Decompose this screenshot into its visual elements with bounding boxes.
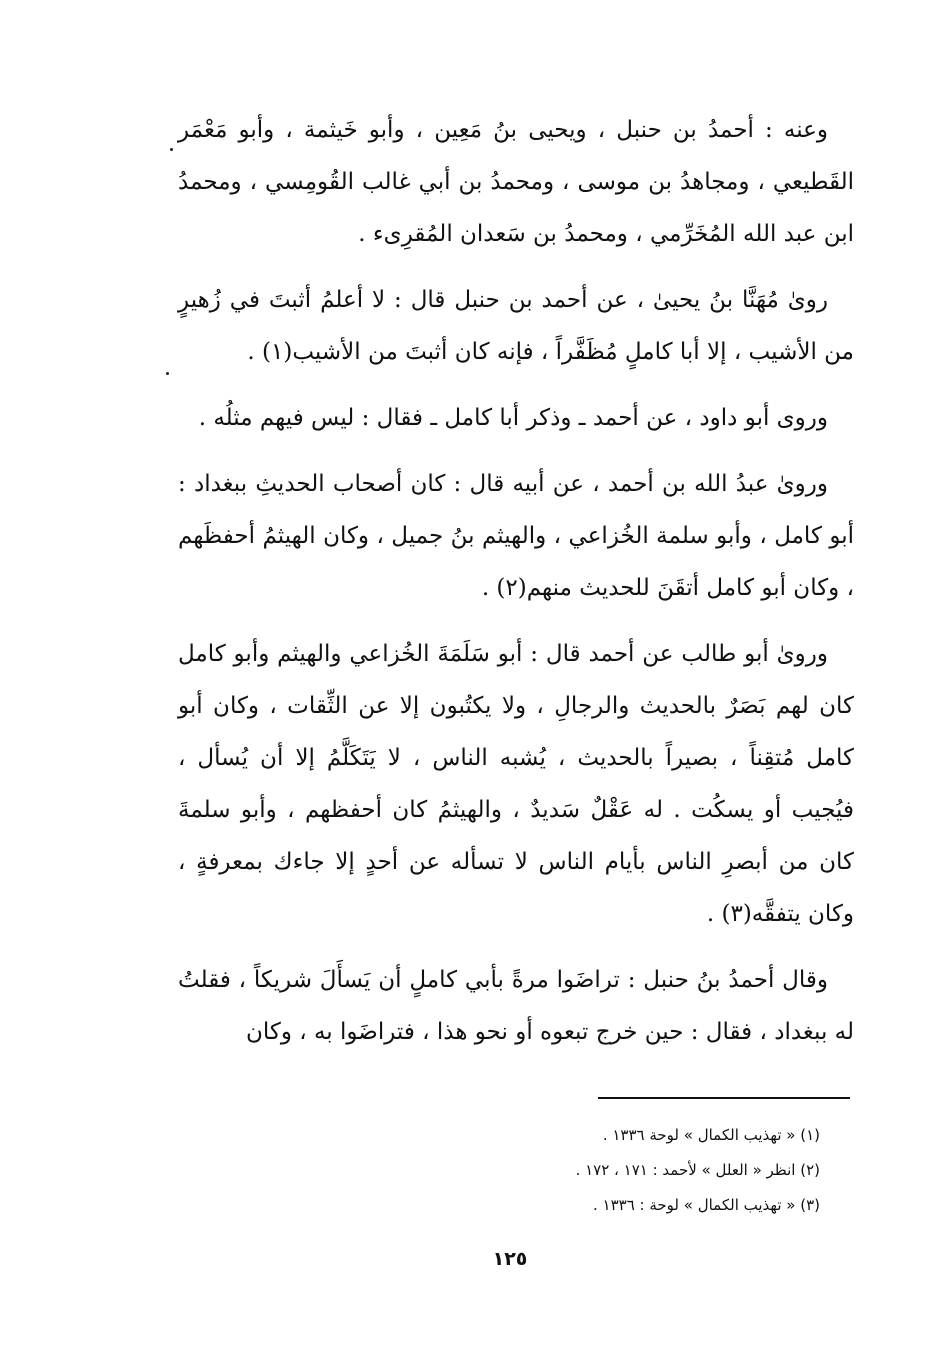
- paragraph-3: [178, 392, 854, 444]
- footnote-1: (١) « تهذيب الكمال » لوحة ١٣٣٦ .: [602, 1126, 820, 1144]
- footnote-3: (٣) « تهذيب الكمال » لوحة : ١٣٣٦ .: [592, 1196, 820, 1214]
- page-number: ١٢٥: [492, 1248, 528, 1270]
- paragraph-2: [178, 274, 854, 378]
- main-text: [178, 104, 854, 1072]
- scan-speck: [166, 372, 169, 375]
- footnotes: [420, 1118, 820, 1223]
- paragraph-2-text: روىٰ مُهَنَّا بنُ يحيىٰ ، عن أحمد بن حنبل قال : لا أعلمُ أثبتَ في زُهيرٍ من الأشيب ، إلا أبا كاملٍ مُظَفَّراً ، فإنه كان أثبتَ من الأشيب(١) .: [178, 287, 854, 365]
- paragraph-5-text: وروىٰ أبو طالب عن أحمد قال : أبو سَلَمَةَ الخُزاعي والهيثم وأبو كامل كان لهم بَصَرٌ بالحديث والرجالِ ، ولا يكتُبون إلا عن الثِّقات ، وكان أبو كامل مُتقِناً ، بصيراً بالحديث ، يُشبه الناس ، لا يَتَكَلَّمُ إلا أن يُسأل ، فيُجيب أو يسكُت . له عَقْلٌ سَديدٌ ، والهيثمُ كان أحفظهم ، وأبو سلمةَ كان من أبصرِ الناس بأيام الناس لا تسأله عن أحدٍ إلا جاءك بمعرفةٍ ، وكان يتفقَّه(٣) .: [178, 641, 854, 927]
- paragraph-3-text: وروى أبو داود ، عن أحمد ـ وذكر أبا كامل ـ فقال : ليس فيهم مثلُه .: [198, 405, 828, 431]
- paragraph-1-text: وعنه : أحمدُ بن حنبل ، ويحيى بنُ مَعِين ، وأبو خَيثمة ، وأبو مَعْمَر القَطيعي ، ومجاهدُ بن موسى ، ومحمدُ بن أبي غالب القُومِسي ، ومحمدُ ابن عبد الله المُخَرِّمي ، ومحمدُ بن سَعدان المُقرِىء .: [178, 117, 854, 247]
- paragraph-4: [178, 458, 854, 614]
- footnote-2: (٢) انظر « العلل » لأحمد : ١٧١ ، ١٧٢ .: [575, 1161, 820, 1179]
- paragraph-1: [178, 104, 854, 260]
- paragraph-6: [178, 954, 854, 1058]
- scan-speck: [170, 148, 173, 151]
- footnote-separator: [598, 1097, 850, 1099]
- paragraph-4-text: وروىٰ عبدُ الله بن أحمد ، عن أبيه قال : كان أصحاب الحديثِ ببغداد : أبو كامل ، وأبو سلمة الخُزاعي ، والهيثم بنُ جميل ، وكان الهيثمُ أحفظَهم ، وكان أبو كامل أتقَنَ للحديث منهم(٢) .: [178, 471, 854, 601]
- paragraph-5: [178, 628, 854, 940]
- paragraph-6-text: وقال أحمدُ بنُ حنبل : تراضَوا مرةً بأبي كاملٍ أن يَسأَلَ شريكاً ، فقلتُ له ببغداد ، فقال : حين خرج تبعوه أو نحو هذا ، فتراضَوا به ، وكان: [178, 967, 854, 1045]
